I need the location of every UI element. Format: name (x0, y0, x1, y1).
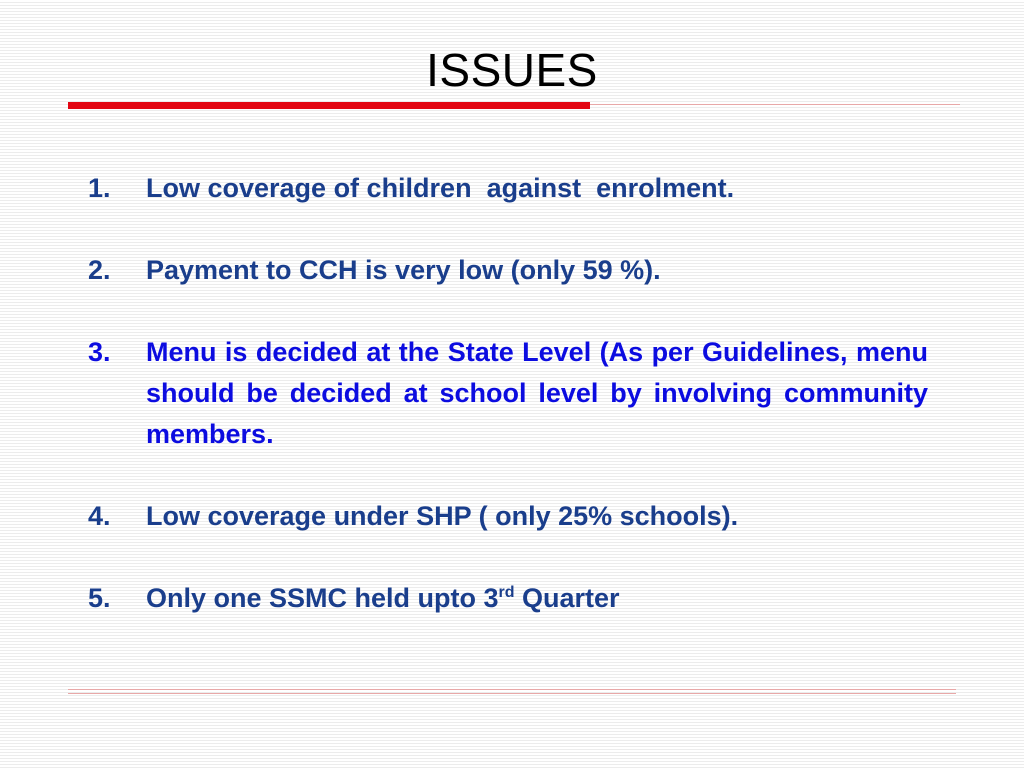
item-number: 5. (88, 583, 111, 613)
footer-rule-bottom (68, 693, 956, 694)
item-number: 3. (88, 337, 111, 367)
item-text: Payment to CCH is very low (only 59 %). (146, 255, 661, 285)
list-item (88, 168, 928, 209)
title-underline-thin (590, 104, 960, 105)
item-text (146, 583, 620, 613)
item-number: 2. (88, 255, 111, 285)
list-item (88, 250, 928, 291)
item-text-tail: Quarter (514, 583, 620, 613)
title-underline-red (68, 102, 590, 109)
item-text-main: Only one SSMC held upto 3 (146, 583, 499, 613)
item-number: 1. (88, 173, 111, 203)
list-item (88, 496, 928, 537)
item-text: Low coverage under SHP ( only 25% schools). (146, 501, 739, 531)
item-text: Low coverage of children against enrolment. (146, 173, 735, 203)
footer-rule-top (68, 689, 956, 690)
slide-title: ISSUES (426, 44, 598, 96)
issues-list (88, 168, 928, 660)
item-text-superscript: rd (498, 584, 515, 601)
item-number: 4. (88, 501, 111, 531)
item-text: Menu is decided at the State Level (As per Guidelines, menu should be decided at school level by involving community members. (146, 337, 928, 449)
list-item (88, 578, 928, 619)
list-item (88, 332, 928, 455)
